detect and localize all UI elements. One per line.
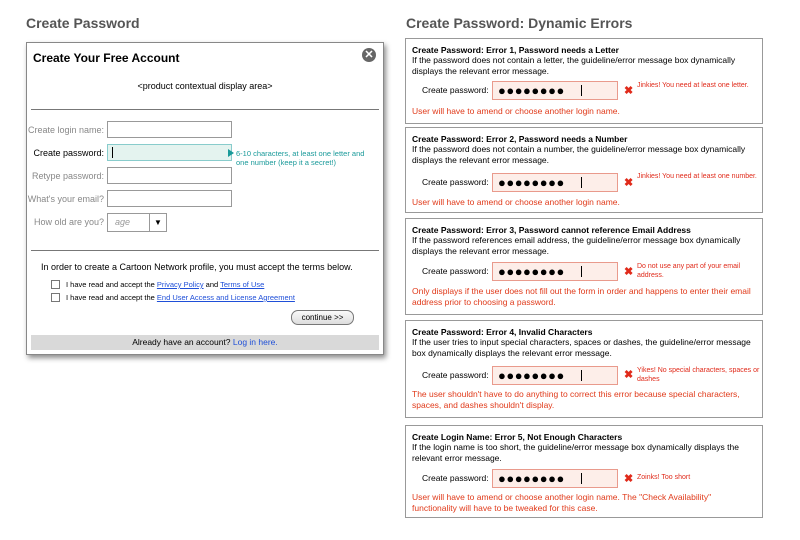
password-dots: ●●●●●●●●	[498, 264, 565, 279]
error-message: Yikes! No special characters, spaces or dashes	[637, 367, 760, 383]
login-name-label: Create login name:	[27, 125, 104, 135]
error-description: If the password references email address, the guideline/error message box dynamically displays the relevant error message.	[412, 235, 741, 256]
age-row	[27, 213, 383, 233]
create-account-dialog	[26, 42, 384, 355]
error-description: If the login name is too short, the guideline/error message box dynamically displays the relevant error message.	[412, 442, 739, 463]
password-hint-text: 6-10 characters, at least one letter and one number (keep it a secret!)	[236, 149, 365, 167]
terms-text: In order to create a Cartoon Network profile, you must accept the terms below.	[41, 262, 353, 272]
terms-of-use-link[interactable]: Terms of Use	[220, 280, 265, 289]
password-hint	[236, 149, 371, 167]
text-caret	[581, 473, 582, 484]
error-box-1	[405, 38, 763, 124]
error-heading: Create Login Name: Error 5, Not Enough Characters	[412, 432, 623, 442]
error-x-icon: ✖	[624, 177, 634, 189]
error-description: If the password does not contain a letter, the guideline/error message box dynamically displays the relevant error message.	[412, 55, 736, 76]
error-message: Zoinks! Too short	[637, 474, 691, 481]
check-mid: and	[203, 280, 221, 289]
error-heading: Create Password: Error 1, Password needs a Letter	[412, 45, 619, 55]
retype-row	[27, 167, 383, 187]
error-heading: Create Password: Error 3, Password cannot reference Email Address	[412, 225, 691, 235]
error-message: Jinkies! You need at least one number.	[637, 173, 757, 180]
login-name-input[interactable]	[107, 121, 232, 138]
error-box-4	[405, 320, 763, 418]
eula-link[interactable]: End User Access and License Agreement	[156, 293, 295, 302]
divider	[31, 109, 379, 110]
retype-password-label: Retype password:	[31, 171, 104, 181]
age-placeholder: age	[115, 217, 131, 227]
check-prefix: I have read and accept the	[66, 280, 157, 289]
password-label: Create password:	[422, 266, 489, 276]
password-input[interactable]	[492, 173, 618, 192]
account-prefix: Already have an account?	[132, 337, 233, 347]
left-section-title: Create Password	[26, 15, 140, 31]
error-message: Do not use any part of your email address.	[637, 263, 741, 279]
chevron-down-icon[interactable]: ▼	[149, 214, 166, 231]
email-row	[27, 190, 383, 210]
age-label: How old are you?	[33, 217, 104, 227]
continue-button[interactable]: continue >>	[291, 310, 354, 325]
error-x-icon: ✖	[624, 473, 634, 485]
password-label: Create password:	[422, 473, 489, 483]
error-box-5	[405, 425, 763, 518]
error-note: User will have to amend or choose another login name.	[412, 197, 620, 207]
error-note: The user shouldn't have to do anything to correct this error because special characters, spaces, and dashes shouldn't display.	[412, 389, 740, 410]
login-link[interactable]: Log in here.	[232, 337, 278, 347]
error-note: User will have to amend or choose another login name. The "Check Availability" functionality will have to be tweaked for this case.	[412, 492, 712, 513]
privacy-checkbox-label	[66, 280, 264, 289]
password-dots: ●●●●●●●●	[498, 471, 565, 486]
text-caret	[581, 85, 582, 96]
error-box-3	[405, 218, 763, 315]
divider	[31, 250, 379, 251]
text-caret	[581, 370, 582, 381]
hint-arrow-icon	[228, 149, 234, 157]
close-icon[interactable]: ✕	[362, 48, 376, 62]
password-dots: ●●●●●●●●	[498, 368, 565, 383]
password-input[interactable]	[492, 469, 618, 488]
text-caret	[581, 266, 582, 277]
password-dots: ●●●●●●●●	[498, 175, 565, 190]
password-input[interactable]	[492, 366, 618, 385]
email-label: What's your email?	[27, 194, 104, 204]
login-bar	[31, 335, 379, 350]
eula-checkbox[interactable]	[51, 293, 60, 302]
error-box-2	[405, 127, 763, 213]
login-name-row	[27, 121, 383, 141]
privacy-checkbox[interactable]	[51, 280, 60, 289]
password-row	[27, 144, 383, 167]
text-caret	[112, 147, 113, 158]
age-select[interactable]	[107, 213, 167, 232]
error-x-icon: ✖	[624, 266, 634, 278]
error-x-icon: ✖	[624, 369, 634, 381]
password-label: Create password:	[422, 370, 489, 380]
privacy-policy-link[interactable]: Privacy Policy	[156, 280, 204, 289]
password-dots: ●●●●●●●●	[498, 83, 565, 98]
error-description: If the password does not contain a number, the guideline/error message box dynamically displays the relevant error message.	[412, 144, 746, 165]
eula-checkbox-label	[66, 293, 295, 302]
error-note: Only displays if the user does not fill out the form in order and happens to enter their email address prior to choosing a password.	[412, 286, 751, 307]
password-input[interactable]	[492, 262, 618, 281]
error-heading: Create Password: Error 4, Invalid Characters	[412, 327, 593, 337]
password-label: Create password:	[33, 148, 104, 158]
password-input[interactable]	[492, 81, 618, 100]
error-message: Jinkies! You need at least one letter.	[637, 82, 749, 89]
error-x-icon: ✖	[624, 85, 634, 97]
check-prefix: I have read and accept the	[66, 293, 157, 302]
error-note: User will have to amend or choose another login name.	[412, 106, 620, 116]
product-display-area: <product contextual display area>	[137, 81, 273, 91]
password-label: Create password:	[422, 85, 489, 95]
password-input[interactable]	[107, 144, 232, 161]
retype-password-input[interactable]	[107, 167, 232, 184]
password-label: Create password:	[422, 177, 489, 187]
right-section-title: Create Password: Dynamic Errors	[406, 15, 633, 31]
error-heading: Create Password: Error 2, Password needs a Number	[412, 134, 628, 144]
text-caret	[581, 177, 582, 188]
dialog-title: Create Your Free Account	[33, 51, 180, 65]
error-description: If the user tries to input special characters, spaces or dashes, the guideline/error message box dynamically displays the relevant error message.	[412, 337, 751, 358]
email-field[interactable]	[107, 190, 232, 207]
